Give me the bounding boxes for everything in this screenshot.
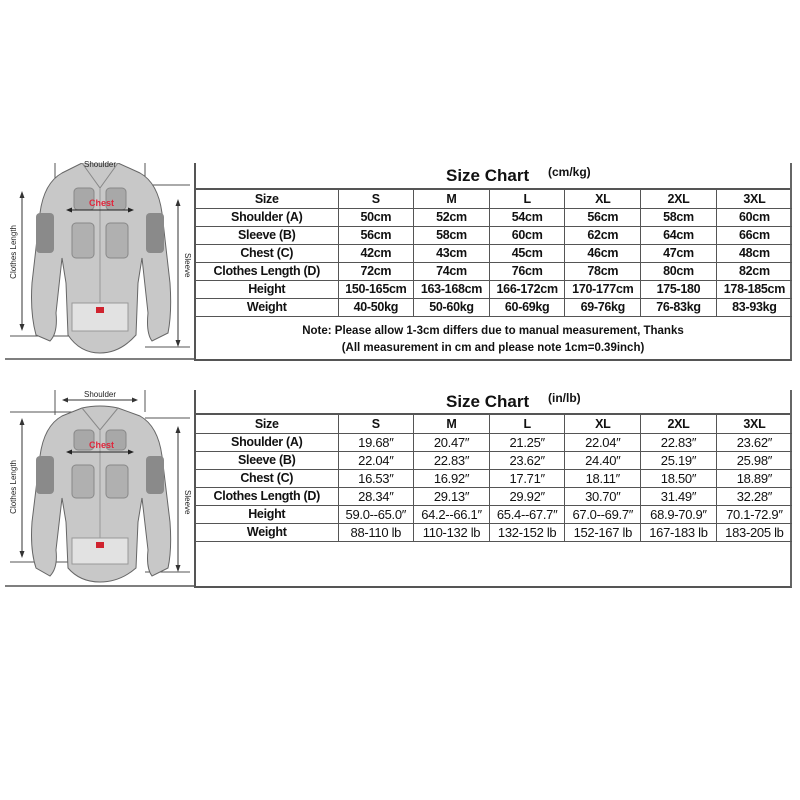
header-cell: S (338, 190, 414, 208)
header-cell: 2XL (641, 190, 717, 208)
cell: 45cm (489, 244, 565, 262)
motorcycle-armor-jacket-icon (0, 163, 194, 361)
clothes-length-label: Clothes Length (9, 460, 18, 514)
chart-title: Size Chart (446, 392, 530, 411)
row-label: Clothes Length (D) (196, 262, 338, 280)
cell: 18.50″ (641, 469, 717, 487)
header-cell: 2XL (641, 415, 717, 433)
cell: 82cm (716, 262, 792, 280)
table-row (196, 523, 792, 541)
cell: 175-180 (641, 280, 717, 298)
cell: 21.25″ (489, 433, 565, 451)
cell: 66cm (716, 226, 792, 244)
cell: 22.04″ (565, 433, 641, 451)
table-row (196, 505, 792, 523)
title-row (196, 390, 790, 415)
cell: 22.83″ (414, 451, 490, 469)
chart-unit: (in/lb) (548, 391, 581, 405)
cell: 80cm (641, 262, 717, 280)
note-line-2: (All measurement in cm and please note 1cm=0.39inch) (341, 342, 645, 354)
cell: 25.98″ (716, 451, 792, 469)
cell: 76cm (489, 262, 565, 280)
cell: 24.40″ (565, 451, 641, 469)
cell: 25.19″ (641, 451, 717, 469)
row-label: Weight (196, 298, 338, 316)
cell: 58cm (414, 226, 490, 244)
row-label: Clothes Length (D) (196, 487, 338, 505)
cell: 31.49″ (641, 487, 717, 505)
cell: 170-177cm (565, 280, 641, 298)
row-label: Height (196, 280, 338, 298)
cell: 54cm (489, 208, 565, 226)
cell: 28.34″ (338, 487, 414, 505)
cell: 152-167 lb (565, 523, 641, 541)
title-row (196, 163, 790, 190)
row-label: Chest (C) (196, 244, 338, 262)
table-row (196, 451, 792, 469)
row-label: Height (196, 505, 338, 523)
cell: 22.83″ (641, 433, 717, 451)
cell: 88-110 lb (338, 523, 414, 541)
cell: 132-152 lb (489, 523, 565, 541)
size-grid (196, 415, 792, 542)
table-row (196, 433, 792, 451)
table-row (196, 280, 792, 298)
header-cell: S (338, 415, 414, 433)
cell: 58cm (641, 208, 717, 226)
cell: 167-183 lb (641, 523, 717, 541)
cell: 52cm (414, 208, 490, 226)
shoulder-label: Shoulder (84, 160, 117, 169)
header-cell: Size (196, 190, 338, 208)
table-row (196, 298, 792, 316)
header-cell: XL (565, 190, 641, 208)
cell: 74cm (414, 262, 490, 280)
cell: 20.47″ (414, 433, 490, 451)
jacket-figure (0, 160, 194, 361)
cell: 65.4--67.7″ (489, 505, 565, 523)
note-line-1: Note: Please allow 1-3cm differs due to manual measurement, Thanks (302, 325, 684, 337)
cell: 68.9-70.9″ (641, 505, 717, 523)
cell: 29.13″ (414, 487, 490, 505)
header-cell: L (489, 415, 565, 433)
size-chart-inch-panel (0, 390, 800, 588)
table-row (196, 262, 792, 280)
cell: 72cm (338, 262, 414, 280)
cell: 16.53″ (338, 469, 414, 487)
header-cell: 3XL (716, 415, 792, 433)
cell: 67.0--69.7″ (565, 505, 641, 523)
cell: 19.68″ (338, 433, 414, 451)
cell: 18.11″ (565, 469, 641, 487)
table-row (196, 226, 792, 244)
cell: 17.71″ (489, 469, 565, 487)
cell: 56cm (565, 208, 641, 226)
chart-title: Size Chart (446, 166, 530, 185)
header-row (196, 415, 792, 433)
cell: 40-50kg (338, 298, 414, 316)
size-table-inch (194, 390, 792, 588)
shoulder-label: Shoulder (84, 390, 117, 399)
header-row (196, 190, 792, 208)
table-row (196, 487, 792, 505)
header-cell: M (414, 415, 490, 433)
chart-unit: (cm/kg) (548, 165, 591, 179)
sleeve-label: Sleeve (183, 253, 192, 278)
cell: 83-93kg (716, 298, 792, 316)
cell: 163-168cm (414, 280, 490, 298)
cell: 59.0--65.0″ (338, 505, 414, 523)
cell: 60-69kg (489, 298, 565, 316)
table-row (196, 208, 792, 226)
cell: 166-172cm (489, 280, 565, 298)
row-label: Sleeve (B) (196, 226, 338, 244)
row-label: Weight (196, 523, 338, 541)
cell: 30.70″ (565, 487, 641, 505)
cell: 42cm (338, 244, 414, 262)
cell: 50-60kg (414, 298, 490, 316)
cell: 48cm (716, 244, 792, 262)
cell: 178-185cm (716, 280, 792, 298)
motorcycle-armor-jacket-icon (0, 390, 194, 588)
cell: 56cm (338, 226, 414, 244)
cell: 69-76kg (565, 298, 641, 316)
cell: 23.62″ (489, 451, 565, 469)
row-label: Sleeve (B) (196, 451, 338, 469)
cell: 76-83kg (641, 298, 717, 316)
cell: 32.28″ (716, 487, 792, 505)
cell: 23.62″ (716, 433, 792, 451)
cell: 16.92″ (414, 469, 490, 487)
cell: 43cm (414, 244, 490, 262)
table-row (196, 469, 792, 487)
cell: 60cm (489, 226, 565, 244)
cell: 150-165cm (338, 280, 414, 298)
header-cell: M (414, 190, 490, 208)
cell: 78cm (565, 262, 641, 280)
cell: 183-205 lb (716, 523, 792, 541)
cell: 50cm (338, 208, 414, 226)
header-cell: L (489, 190, 565, 208)
chest-label: Chest (89, 198, 115, 208)
cell: 64.2--66.1″ (414, 505, 490, 523)
cell: 22.04″ (338, 451, 414, 469)
size-grid (196, 190, 792, 317)
cell: 18.89″ (716, 469, 792, 487)
cell: 47cm (641, 244, 717, 262)
cell: 46cm (565, 244, 641, 262)
header-cell: XL (565, 415, 641, 433)
table-row (196, 244, 792, 262)
jacket-figure (0, 390, 194, 588)
header-cell: 3XL (716, 190, 792, 208)
size-table-cm (194, 163, 792, 361)
cell: 110-132 lb (414, 523, 490, 541)
row-label: Chest (C) (196, 469, 338, 487)
header-cell: Size (196, 415, 338, 433)
chest-label: Chest (89, 440, 115, 450)
cell: 62cm (565, 226, 641, 244)
size-chart-cm-panel (0, 160, 800, 361)
cell: 29.92″ (489, 487, 565, 505)
sleeve-label: Sleeve (183, 490, 192, 515)
cell: 60cm (716, 208, 792, 226)
cell: 64cm (641, 226, 717, 244)
cell: 70.1-72.9″ (716, 505, 792, 523)
row-label: Shoulder (A) (196, 208, 338, 226)
clothes-length-label: Clothes Length (9, 225, 18, 279)
row-label: Shoulder (A) (196, 433, 338, 451)
